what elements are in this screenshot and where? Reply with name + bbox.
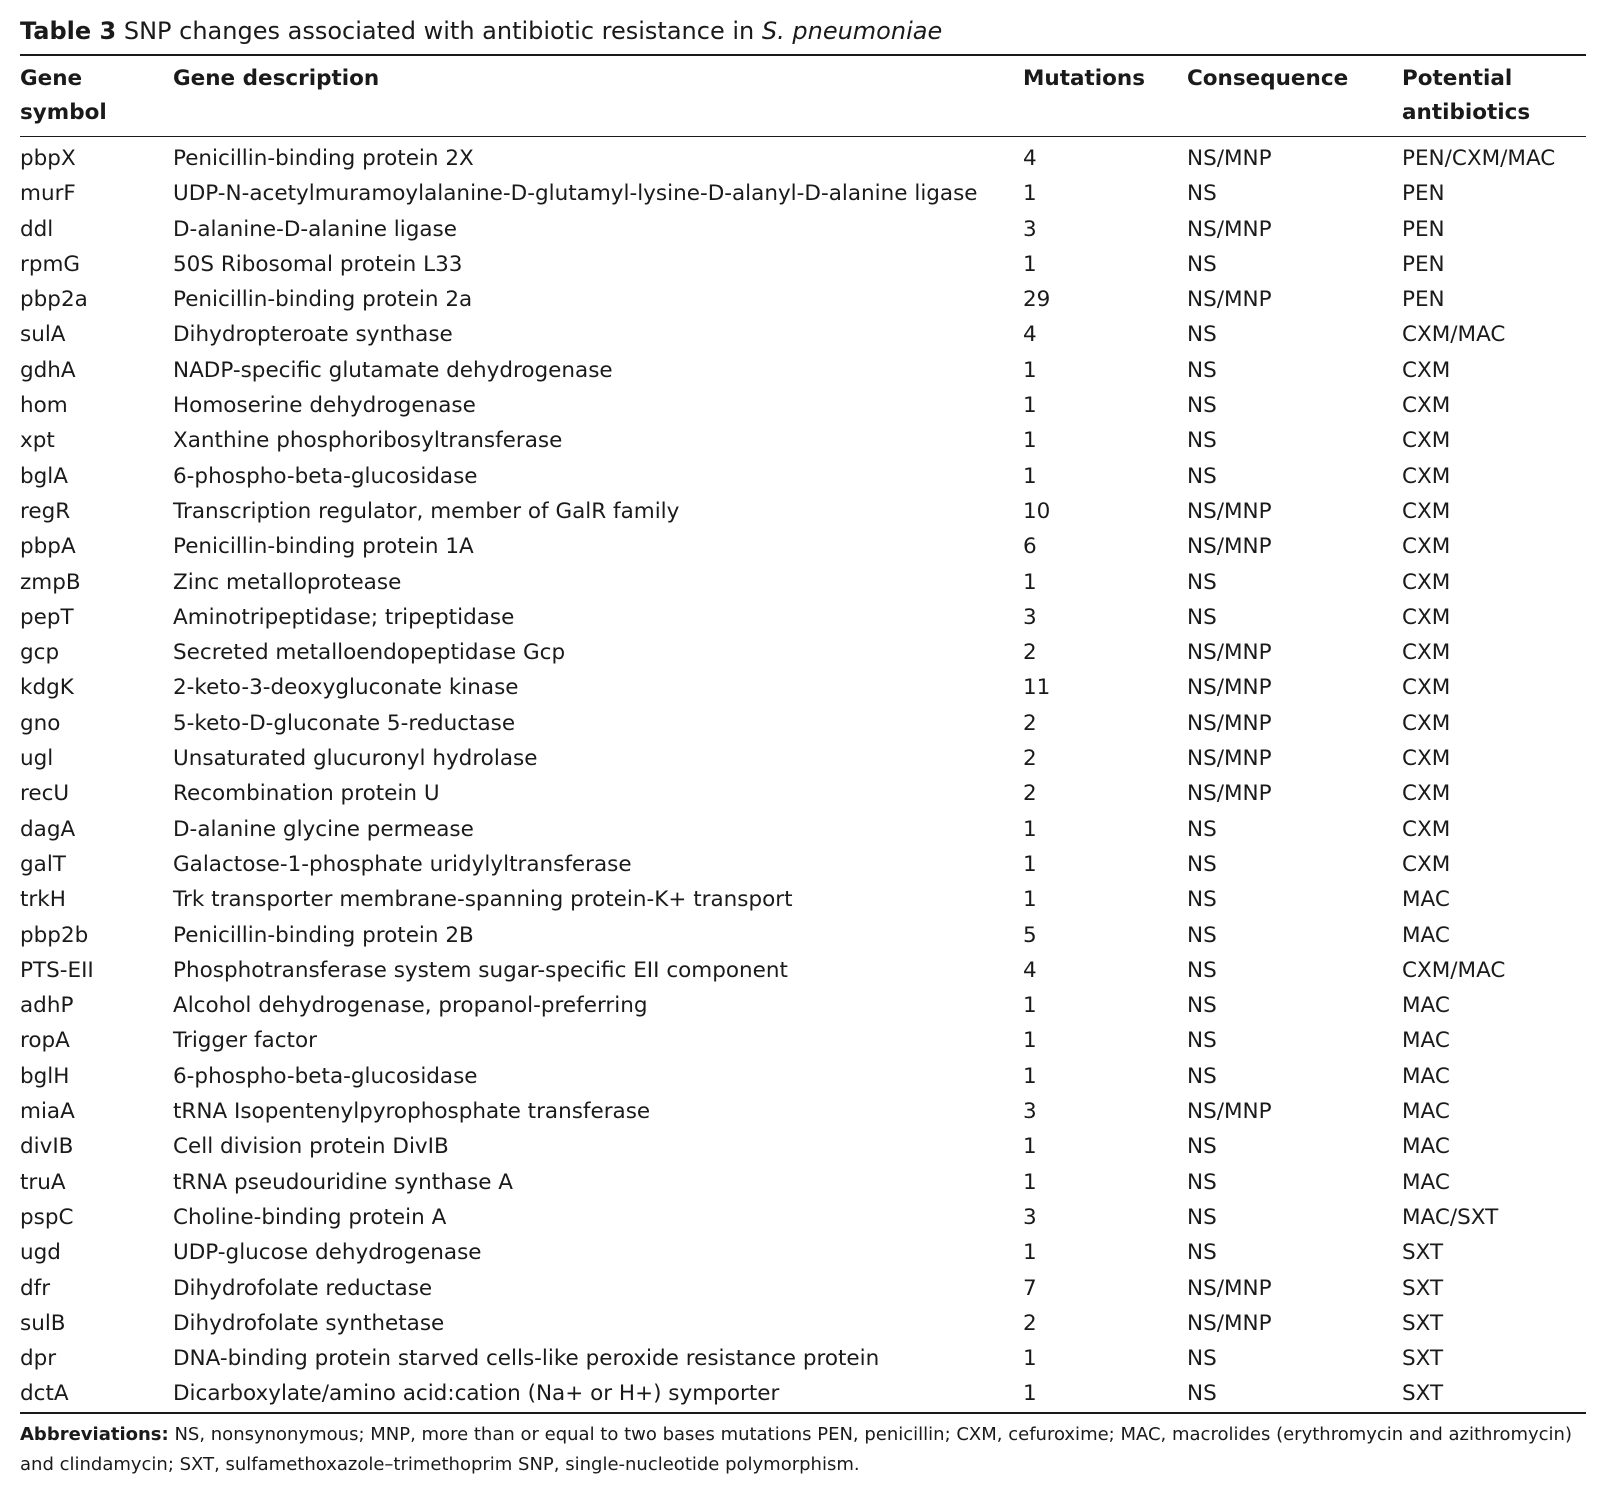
cell-mutations: 6 xyxy=(1023,534,1037,560)
cell-gene-description: Trigger factor xyxy=(173,1028,317,1054)
cell-potential-antibiotics: CXM xyxy=(1402,357,1451,383)
cell-gene-symbol: dagA xyxy=(20,816,76,842)
cell-gene-symbol: ropA xyxy=(20,1028,70,1054)
cell-gene-symbol: pspC xyxy=(20,1204,74,1230)
cell-gene-description: 5-keto-D-gluconate 5-reductase xyxy=(173,710,516,736)
cell-gene-symbol: PTS-EII xyxy=(20,957,94,983)
cell-mutations: 11 xyxy=(1023,675,1051,701)
cell-consequence: NS xyxy=(1187,463,1217,489)
cell-consequence: NS xyxy=(1187,1240,1217,1266)
cell-mutations: 1 xyxy=(1023,251,1037,277)
cell-potential-antibiotics: SXT xyxy=(1402,1275,1444,1301)
cell-consequence: NS/MNP xyxy=(1187,675,1272,701)
cell-consequence: NS xyxy=(1187,1028,1217,1054)
cell-gene-symbol: pepT xyxy=(20,604,74,630)
cell-mutations: 1 xyxy=(1023,1240,1037,1266)
cell-consequence: NS xyxy=(1187,1063,1217,1089)
cell-consequence: NS xyxy=(1187,393,1217,419)
cell-consequence: NS xyxy=(1187,993,1217,1019)
table-row xyxy=(20,282,1586,317)
cell-gene-description: Choline-binding protein A xyxy=(173,1204,447,1230)
cell-mutations: 4 xyxy=(1023,146,1037,171)
snp-table xyxy=(20,54,1586,1414)
table-row xyxy=(20,1094,1586,1129)
cell-potential-antibiotics: CXM xyxy=(1402,816,1451,842)
cell-mutations: 1 xyxy=(1023,1028,1037,1054)
cell-gene-description: 6-phospho-beta-glucosidase xyxy=(173,463,478,489)
table-footnote xyxy=(20,1420,1586,1480)
cell-consequence: NS xyxy=(1187,957,1217,983)
cell-potential-antibiotics: PEN xyxy=(1402,181,1445,207)
table-row xyxy=(20,882,1586,917)
cell-mutations: 1 xyxy=(1023,816,1037,842)
cell-consequence: NS/MNP xyxy=(1187,781,1272,807)
cell-potential-antibiotics: CXM xyxy=(1402,534,1451,560)
table-row xyxy=(20,1200,1586,1235)
header-gene-symbol-line2: symbol xyxy=(20,100,107,125)
table-row xyxy=(20,1341,1586,1376)
cell-gene-description: 2-keto-3-deoxygluconate kinase xyxy=(173,675,519,701)
cell-gene-description: Secreted metalloendopeptidase Gcp xyxy=(173,640,566,666)
cell-gene-symbol: truA xyxy=(20,1169,66,1195)
cell-consequence: NS xyxy=(1187,428,1217,454)
cell-consequence: NS xyxy=(1187,887,1217,913)
cell-gene-symbol: adhP xyxy=(20,993,74,1019)
header-gene-description: Gene description xyxy=(173,66,380,91)
cell-gene-symbol: dctA xyxy=(20,1381,69,1407)
cell-gene-symbol: bglA xyxy=(20,463,68,489)
table-row xyxy=(20,670,1586,705)
cell-potential-antibiotics: SXT xyxy=(1402,1240,1444,1266)
cell-gene-description: Dihydrofolate reductase xyxy=(173,1275,433,1301)
table-row xyxy=(20,1271,1586,1306)
cell-potential-antibiotics: MAC xyxy=(1402,1099,1450,1125)
table-row xyxy=(20,1235,1586,1270)
cell-mutations: 4 xyxy=(1023,957,1037,983)
table-caption-label: Table 3 xyxy=(20,17,117,45)
cell-consequence: NS xyxy=(1187,322,1217,348)
table-row xyxy=(20,529,1586,564)
cell-gene-symbol: dfr xyxy=(20,1275,51,1301)
cell-mutations: 1 xyxy=(1023,569,1037,595)
table-row xyxy=(20,565,1586,600)
cell-potential-antibiotics: CXM xyxy=(1402,463,1451,489)
cell-mutations: 3 xyxy=(1023,1099,1037,1125)
cell-gene-description: Unsaturated glucuronyl hydrolase xyxy=(173,746,538,772)
cell-consequence: NS xyxy=(1187,569,1217,595)
cell-potential-antibiotics: CXM xyxy=(1402,604,1451,630)
cell-gene-description: 6-phospho-beta-glucosidase xyxy=(173,1063,478,1089)
cell-consequence: NS xyxy=(1187,251,1217,277)
cell-gene-description: Transcription regulator, member of GalR family xyxy=(173,498,680,524)
cell-gene-description: Recombination protein U xyxy=(173,781,440,807)
cell-consequence: NS/MNP xyxy=(1187,1275,1272,1301)
table-row xyxy=(20,423,1586,458)
table-row xyxy=(20,494,1586,529)
cell-gene-symbol: gcp xyxy=(20,640,60,666)
cell-potential-antibiotics: PEN xyxy=(1402,216,1445,242)
cell-mutations: 1 xyxy=(1023,1169,1037,1195)
cell-potential-antibiotics: MAC xyxy=(1402,1169,1450,1195)
cell-consequence: NS xyxy=(1187,604,1217,630)
cell-mutations: 29 xyxy=(1023,287,1051,313)
cell-consequence: NS xyxy=(1187,1346,1217,1372)
cell-gene-description: Penicillin-binding protein 1A xyxy=(173,534,474,560)
cell-gene-symbol: ddl xyxy=(20,216,54,242)
document-page xyxy=(20,14,1586,1480)
cell-potential-antibiotics: CXM xyxy=(1402,675,1451,701)
cell-gene-symbol: sulA xyxy=(20,322,66,348)
cell-gene-symbol: divIB xyxy=(20,1134,74,1160)
cell-mutations: 1 xyxy=(1023,463,1037,489)
cell-gene-symbol: murF xyxy=(20,181,76,207)
cell-mutations: 2 xyxy=(1023,781,1037,807)
cell-gene-description: tRNA pseudouridine synthase A xyxy=(173,1169,514,1195)
cell-consequence: NS xyxy=(1187,357,1217,383)
cell-mutations: 1 xyxy=(1023,1063,1037,1089)
table-header xyxy=(20,55,1586,137)
cell-gene-description: Penicillin-binding protein 2B xyxy=(173,922,474,948)
cell-consequence: NS/MNP xyxy=(1187,287,1272,313)
table-row xyxy=(20,1306,1586,1341)
header-consequence: Consequence xyxy=(1187,66,1349,91)
cell-mutations: 1 xyxy=(1023,851,1037,877)
cell-potential-antibiotics: CXM xyxy=(1402,498,1451,524)
cell-mutations: 1 xyxy=(1023,393,1037,419)
cell-mutations: 1 xyxy=(1023,887,1037,913)
cell-gene-description: D-alanine-D-alanine ligase xyxy=(173,216,457,242)
header-gene-symbol xyxy=(20,55,173,137)
cell-potential-antibiotics: MAC xyxy=(1402,1134,1450,1160)
cell-potential-antibiotics: PEN xyxy=(1402,287,1445,313)
cell-consequence: NS/MNP xyxy=(1187,746,1272,772)
cell-mutations: 2 xyxy=(1023,710,1037,736)
cell-potential-antibiotics: CXM xyxy=(1402,781,1451,807)
cell-potential-antibiotics: CXM/MAC xyxy=(1402,957,1506,983)
cell-gene-symbol: pbp2b xyxy=(20,922,89,948)
cell-potential-antibiotics: PEN xyxy=(1402,251,1445,277)
table-row xyxy=(20,1023,1586,1058)
cell-gene-symbol: gno xyxy=(20,710,61,736)
cell-gene-description: Aminotripeptidase; tripeptidase xyxy=(173,604,515,630)
table-row xyxy=(20,1129,1586,1164)
cell-gene-symbol: regR xyxy=(20,498,71,524)
cell-mutations: 3 xyxy=(1023,1204,1037,1230)
cell-mutations: 3 xyxy=(1023,216,1037,242)
cell-gene-description: Homoserine dehydrogenase xyxy=(173,393,476,419)
cell-gene-symbol: bglH xyxy=(20,1063,70,1089)
cell-gene-symbol: pbp2a xyxy=(20,287,88,313)
footnote-text: NS, nonsynonymous; MNP, more than or equal to two bases mutations PEN, penicillin; CXM, cefuroxime; MAC, macrolides (erythromycin and azithromycin) and clindamycin; SXT, sulfamethoxazole–trimethoprim SNP, single-nucleotide polymorphism. xyxy=(20,1423,1572,1475)
cell-gene-symbol: zmpB xyxy=(20,569,81,595)
table-row xyxy=(20,953,1586,988)
cell-mutations: 2 xyxy=(1023,640,1037,666)
cell-mutations: 1 xyxy=(1023,1134,1037,1160)
cell-gene-description: UDP-N-acetylmuramoylalanine-D-glutamyl-lysine-D-alanyl-D-alanine ligase xyxy=(173,181,978,207)
cell-gene-symbol: trkH xyxy=(20,887,66,913)
cell-gene-symbol: recU xyxy=(20,781,70,807)
table-row xyxy=(20,988,1586,1023)
cell-potential-antibiotics: SXT xyxy=(1402,1310,1444,1336)
cell-mutations: 2 xyxy=(1023,1310,1037,1336)
table-row xyxy=(20,706,1586,741)
cell-mutations: 10 xyxy=(1023,498,1051,524)
cell-gene-description: Zinc metalloprotease xyxy=(173,569,402,595)
header-potential-antibiotics xyxy=(1402,55,1586,137)
cell-gene-symbol: pbpA xyxy=(20,534,76,560)
cell-potential-antibiotics: CXM xyxy=(1402,710,1451,736)
cell-gene-symbol: ugl xyxy=(20,746,54,772)
cell-mutations: 7 xyxy=(1023,1275,1037,1301)
cell-mutations: 1 xyxy=(1023,428,1037,454)
cell-gene-description: Phosphotransferase system sugar-specific EII component xyxy=(173,957,788,983)
table-row xyxy=(20,317,1586,352)
cell-gene-description: Cell division protein DivIB xyxy=(173,1134,449,1160)
table-row xyxy=(20,388,1586,423)
table-row xyxy=(20,1376,1586,1412)
cell-potential-antibiotics: MAC xyxy=(1402,887,1450,913)
header-gene-symbol-line1: Gene xyxy=(20,66,83,91)
cell-consequence: NS xyxy=(1187,816,1217,842)
table-row xyxy=(20,176,1586,211)
cell-consequence: NS xyxy=(1187,1134,1217,1160)
cell-potential-antibiotics: MAC xyxy=(1402,1063,1450,1089)
table-row xyxy=(20,635,1586,670)
cell-potential-antibiotics: SXT xyxy=(1402,1381,1444,1407)
cell-consequence: NS/MNP xyxy=(1187,498,1272,524)
cell-consequence: NS xyxy=(1187,1204,1217,1230)
cell-potential-antibiotics: CXM xyxy=(1402,569,1451,595)
cell-consequence: NS/MNP xyxy=(1187,534,1272,560)
cell-gene-description: UDP-glucose dehydrogenase xyxy=(173,1240,482,1266)
cell-potential-antibiotics: CXM xyxy=(1402,428,1451,454)
cell-mutations: 1 xyxy=(1023,993,1037,1019)
table-row xyxy=(20,741,1586,776)
cell-consequence: NS/MNP xyxy=(1187,710,1272,736)
cell-potential-antibiotics: MAC xyxy=(1402,922,1450,948)
cell-mutations: 1 xyxy=(1023,181,1037,207)
cell-gene-description: Trk transporter membrane-spanning protein-K+ transport xyxy=(173,887,793,913)
cell-gene-symbol: gdhA xyxy=(20,357,76,383)
cell-gene-description: NADP-specific glutamate dehydrogenase xyxy=(173,357,613,383)
cell-consequence: NS xyxy=(1187,1381,1217,1407)
cell-gene-symbol: xpt xyxy=(20,428,55,454)
table-row xyxy=(20,1165,1586,1200)
table-row xyxy=(20,247,1586,282)
cell-consequence: NS/MNP xyxy=(1187,1099,1272,1125)
footnote-label: Abbreviations: xyxy=(20,1423,169,1445)
cell-gene-description: Alcohol dehydrogenase, propanol-preferring xyxy=(173,993,648,1019)
table-row xyxy=(20,212,1586,247)
table-body xyxy=(20,137,1586,1413)
cell-potential-antibiotics: CXM xyxy=(1402,746,1451,772)
cell-mutations: 3 xyxy=(1023,604,1037,630)
cell-mutations: 1 xyxy=(1023,1346,1037,1372)
cell-potential-antibiotics: MAC/SXT xyxy=(1402,1204,1499,1230)
cell-gene-description: Dihydrofolate synthetase xyxy=(173,1310,445,1336)
header-potential-line2: antibiotics xyxy=(1402,100,1531,125)
cell-consequence: NS/MNP xyxy=(1187,640,1272,666)
cell-gene-symbol: hom xyxy=(20,393,68,419)
cell-gene-symbol: galT xyxy=(20,851,66,877)
cell-mutations: 1 xyxy=(1023,1381,1037,1407)
table-row xyxy=(20,1059,1586,1094)
cell-mutations: 4 xyxy=(1023,322,1037,348)
cell-potential-antibiotics: MAC xyxy=(1402,993,1450,1019)
cell-mutations: 2 xyxy=(1023,746,1037,772)
cell-potential-antibiotics: CXM/MAC xyxy=(1402,322,1506,348)
cell-potential-antibiotics: SXT xyxy=(1402,1346,1444,1372)
cell-mutations: 1 xyxy=(1023,357,1037,383)
table-row xyxy=(20,776,1586,811)
cell-gene-description: tRNA Isopentenylpyrophosphate transferase xyxy=(173,1099,651,1125)
cell-gene-symbol: kdgK xyxy=(20,675,74,701)
header-potential-line1: Potential xyxy=(1402,66,1513,91)
cell-gene-description: Dicarboxylate/amino acid:cation (Na+ or H+) symporter xyxy=(173,1381,780,1407)
cell-gene-symbol: miaA xyxy=(20,1099,75,1125)
table-row xyxy=(20,137,1586,177)
cell-gene-symbol: ugd xyxy=(20,1240,61,1266)
cell-potential-antibiotics: CXM xyxy=(1402,851,1451,877)
table-row xyxy=(20,847,1586,882)
cell-potential-antibiotics: PEN/CXM/MAC xyxy=(1402,146,1556,171)
table-caption xyxy=(20,14,1586,54)
cell-gene-symbol: pbpX xyxy=(20,146,76,171)
cell-consequence: NS xyxy=(1187,181,1217,207)
cell-gene-description: Penicillin-binding protein 2a xyxy=(173,287,473,313)
cell-gene-symbol: dpr xyxy=(20,1346,57,1372)
cell-gene-description: D-alanine glycine permease xyxy=(173,816,474,842)
cell-gene-description: Galactose-1-phosphate uridylyltransferase xyxy=(173,851,632,877)
cell-gene-description: 50S Ribosomal protein L33 xyxy=(173,251,463,277)
cell-gene-description: Penicillin-binding protein 2X xyxy=(173,146,474,171)
cell-consequence: NS/MNP xyxy=(1187,216,1272,242)
table-row xyxy=(20,600,1586,635)
table-row xyxy=(20,812,1586,847)
cell-potential-antibiotics: MAC xyxy=(1402,1028,1450,1054)
cell-gene-description: DNA-binding protein starved cells-like peroxide resistance protein xyxy=(173,1346,880,1372)
cell-consequence: NS/MNP xyxy=(1187,1310,1272,1336)
cell-consequence: NS xyxy=(1187,851,1217,877)
table-header-row xyxy=(20,55,1586,137)
cell-consequence: NS/MNP xyxy=(1187,146,1272,171)
table-caption-species: S. pneumoniae xyxy=(761,17,943,45)
table-row xyxy=(20,353,1586,388)
cell-consequence: NS xyxy=(1187,1169,1217,1195)
cell-mutations: 5 xyxy=(1023,922,1037,948)
cell-potential-antibiotics: CXM xyxy=(1402,393,1451,419)
table-caption-text: SNP changes associated with antibiotic resistance in xyxy=(123,17,755,45)
table-row xyxy=(20,459,1586,494)
cell-potential-antibiotics: CXM xyxy=(1402,640,1451,666)
cell-consequence: NS xyxy=(1187,922,1217,948)
cell-gene-symbol: rpmG xyxy=(20,251,81,277)
cell-gene-description: Xanthine phosphoribosyltransferase xyxy=(173,428,563,454)
table-row xyxy=(20,918,1586,953)
cell-gene-symbol: sulB xyxy=(20,1310,66,1336)
header-mutations: Mutations xyxy=(1023,66,1146,91)
cell-gene-description: Dihydropteroate synthase xyxy=(173,322,453,348)
